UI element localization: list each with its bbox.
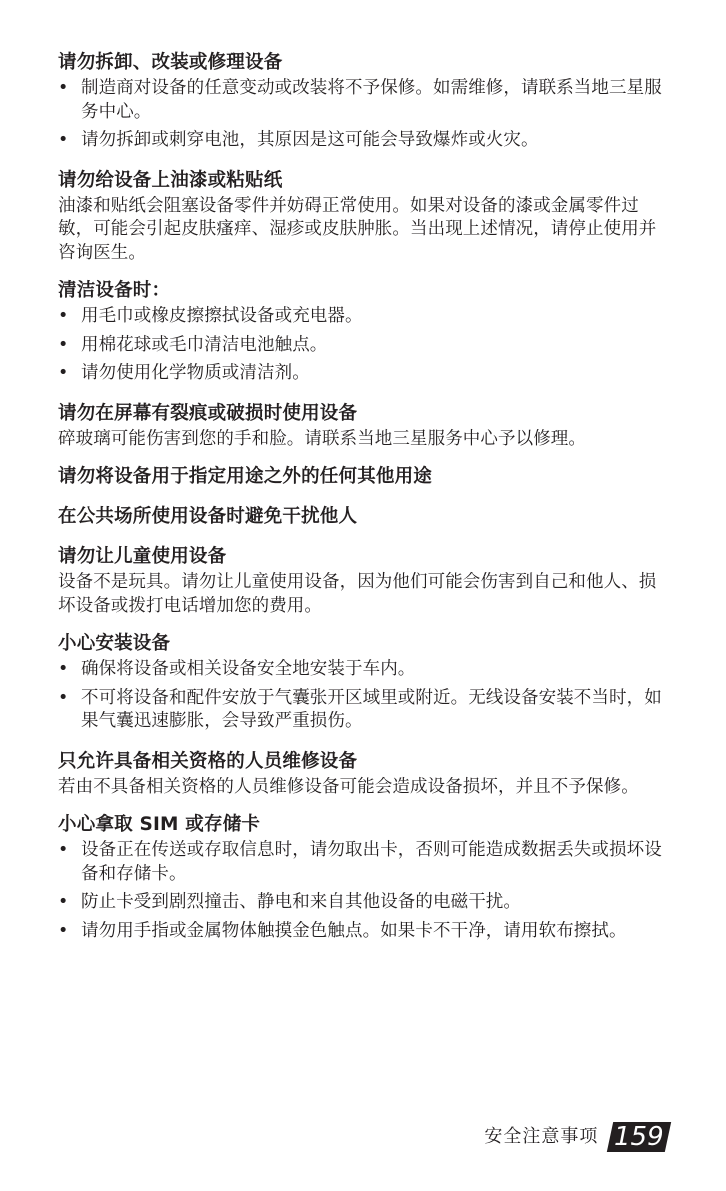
list-item-text: 用毛巾或橡皮擦擦拭设备或充电器。: [81, 306, 363, 326]
bullet-marker: •: [58, 363, 69, 383]
bullet-marker: •: [58, 306, 69, 326]
bullet-marker: •: [58, 334, 69, 355]
section-heading: 请勿将设备用于指定用途之外的任何其他用途: [58, 466, 433, 487]
bullet-marker: •: [58, 130, 69, 150]
section-heading: 在公共场所使用设备时避免干扰他人: [58, 506, 358, 527]
section-cracked-screen: [58, 401, 664, 452]
section-paragraph: 油漆和贴纸会阻塞设备零件并妨碍正常使用。如果对设备的漆或金属零件过敏，可能会引起皮肤瘙痒、湿疹或皮肤肿胀。当出现上述情况，请停止使用并咨询医生。: [58, 195, 657, 263]
bullet-marker: •: [58, 687, 69, 708]
section-sim-card: [58, 812, 664, 943]
section-heading: 小心拿取 SIM 或存储卡: [58, 814, 261, 835]
list-item-text: 请勿用手指或金属物体触摸金色触点。如果卡不干净，请用软布擦拭。: [81, 920, 627, 941]
section-heading: 清洁设备时：: [58, 280, 171, 301]
section-heading: 请勿在屏幕有裂痕或破损时使用设备: [58, 402, 358, 424]
page-number-badge: [607, 1122, 671, 1152]
document-page: [58, 50, 664, 948]
bullet-list: [58, 839, 664, 943]
list-item-text: 设备正在传送或存取信息时，请勿取出卡，否则可能造成数据丢失或损坏设备和存储卡。: [81, 840, 662, 884]
list-item: [58, 129, 664, 153]
section-cleaning: [58, 278, 664, 386]
section-paint-stickers: [58, 168, 664, 266]
section-installation: [58, 631, 664, 734]
bullet-list: [58, 77, 664, 153]
list-item: [58, 305, 664, 329]
section-intended-use: [58, 464, 664, 490]
bullet-list: [58, 305, 664, 386]
list-item-text: 确保将设备或相关设备安全地安装于车内。: [81, 659, 416, 679]
list-item: [58, 362, 664, 386]
section-qualified-repair: [58, 749, 664, 800]
footer-section-title: 安全注意事项: [484, 1126, 599, 1147]
bullet-marker: •: [58, 920, 69, 941]
section-paragraph: 设备不是玩具。请勿让儿童使用设备，因为他们可能会伤害到自己和他人、损坏设备或拨打电话增加您的费用。: [58, 572, 657, 616]
list-item-text: 用棉花球或毛巾清洁电池触点。: [81, 334, 328, 355]
bullet-marker: •: [58, 78, 69, 98]
bullet-marker: •: [58, 892, 69, 912]
list-item-text: 防止卡受到剧烈撞击、静电和来自其他设备的电磁干扰。: [81, 892, 521, 912]
section-heading: 只允许具备相关资格的人员维修设备: [58, 750, 358, 772]
section-heading: 请勿让儿童使用设备: [58, 546, 227, 567]
page-number: 159: [614, 1122, 664, 1152]
list-item: [58, 920, 664, 944]
section-heading: 请勿给设备上油漆或粘贴纸: [58, 169, 283, 191]
bullet-marker: •: [58, 659, 69, 679]
section-paragraph: 碎玻璃可能伤害到您的手和脸。请联系当地三星服务中心予以修理。: [58, 428, 586, 449]
list-item: [58, 891, 664, 915]
list-item: [58, 658, 664, 682]
list-item: [58, 687, 664, 734]
section-public-places: [58, 504, 664, 530]
list-item-text: 制造商对设备的任意变动或改装将不予保修。如需维修，请联系当地三星服务中心。: [81, 78, 662, 122]
section-heading: 请勿拆卸、改装或修理设备: [58, 52, 283, 73]
bullet-list: [58, 658, 664, 734]
list-item: [58, 334, 664, 358]
page-footer: [484, 1120, 668, 1154]
list-item-text: 不可将设备和配件安放于气囊张开区域里或附近。无线设备安装不当时，如果气囊迅速膨胀，会导致严重损伤。: [81, 687, 662, 731]
list-item: [58, 839, 664, 886]
section-disassembly: [58, 50, 664, 153]
list-item: [58, 77, 664, 124]
list-item-text: 请勿拆卸或刺穿电池，其原因是这可能会导致爆炸或火灾。: [81, 130, 539, 150]
section-heading: 小心安装设备: [58, 633, 171, 654]
bullet-marker: •: [58, 840, 69, 860]
section-children: [58, 544, 664, 618]
section-paragraph: 若由不具备相关资格的人员维修设备可能会造成设备损坏，并且不予保修。: [58, 776, 639, 797]
list-item-text: 请勿使用化学物质或清洁剂。: [81, 363, 310, 383]
